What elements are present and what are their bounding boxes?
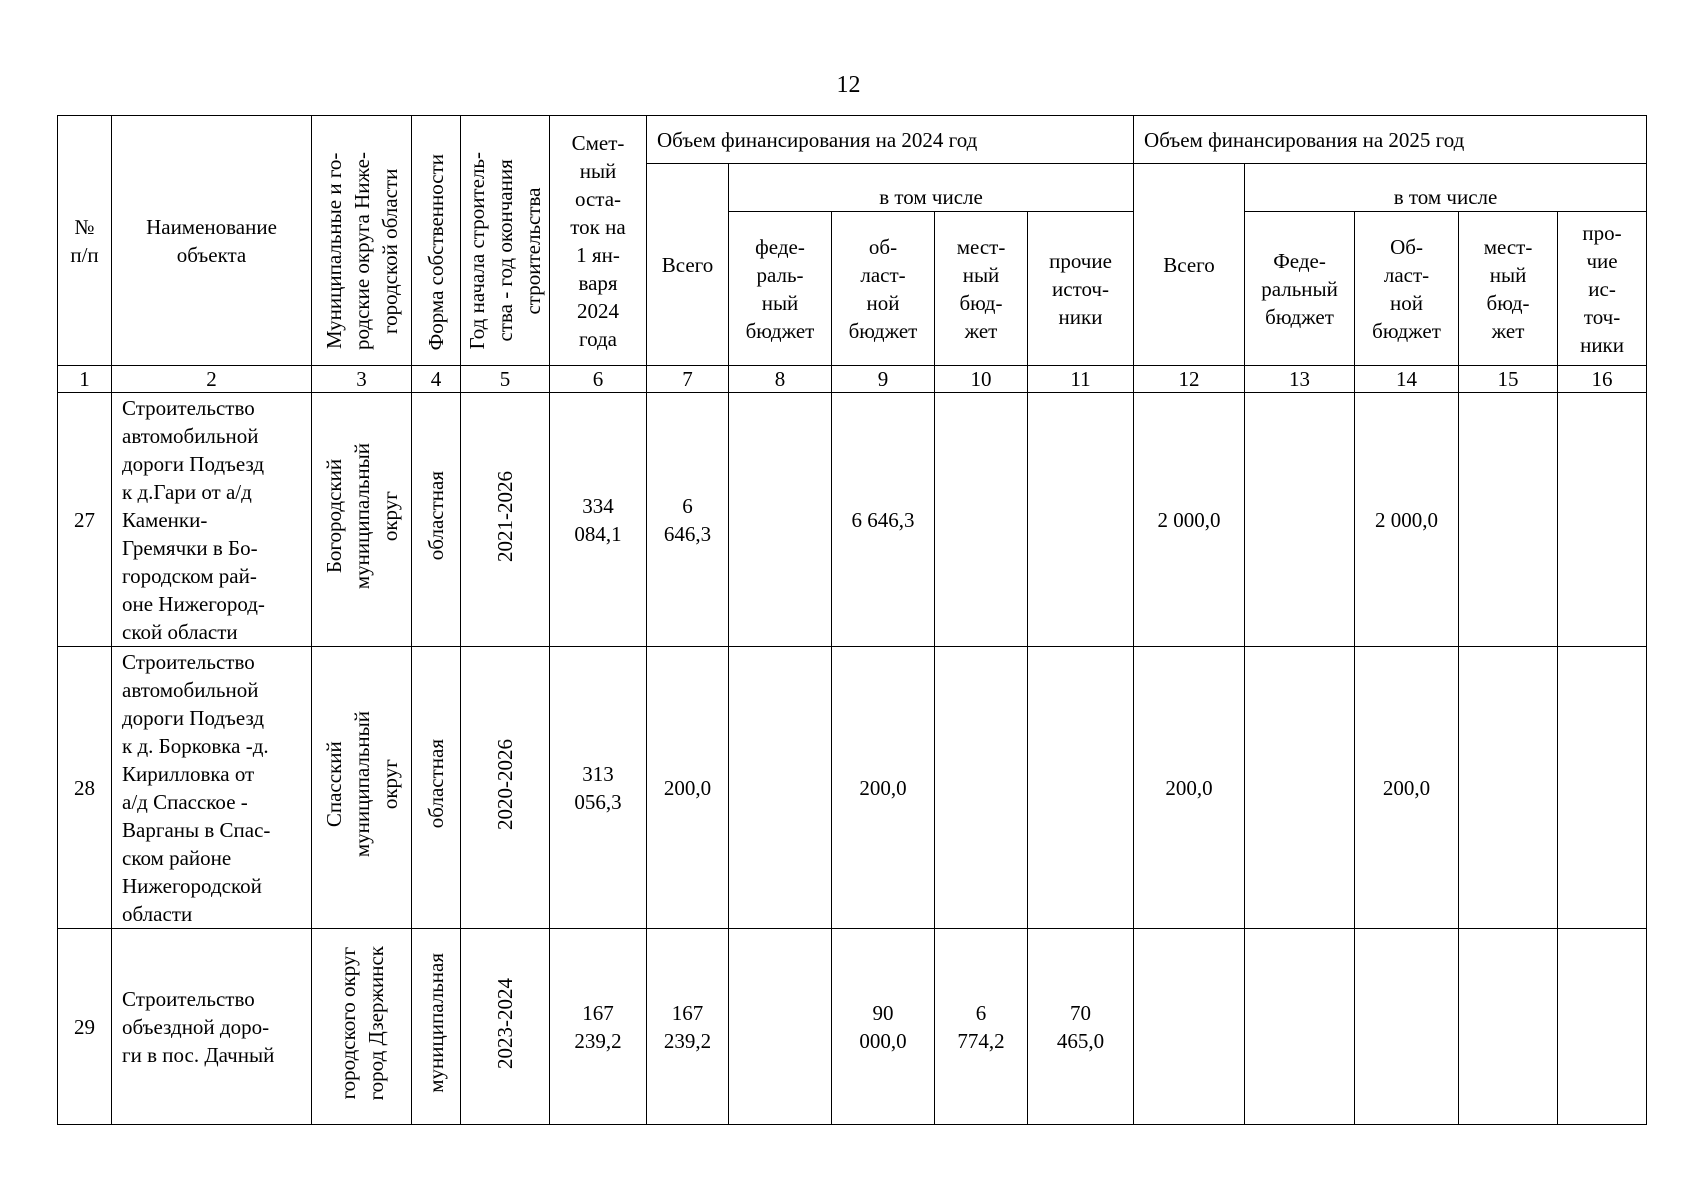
text-line: дороги Подъезд — [122, 705, 265, 730]
text-line: области — [122, 901, 193, 926]
text-line: Феде- — [1273, 248, 1326, 273]
column-number: 7 — [647, 366, 729, 393]
text-line: строительства — [521, 187, 545, 315]
text-line: Муниципальные и го- — [321, 152, 346, 350]
text-line: 313 — [582, 761, 614, 786]
column-number: 15 — [1459, 366, 1558, 393]
text-line: 000,0 — [859, 1028, 907, 1053]
text-line: а/д Спасское - — [122, 789, 248, 814]
regional-2024 — [832, 647, 935, 929]
header-name — [112, 116, 312, 366]
text-line: объекта — [176, 242, 247, 267]
row-num: 29 — [58, 929, 112, 1125]
text-line: ный — [962, 262, 1000, 287]
text-line: объездной доро- — [122, 1014, 270, 1039]
text-line: ис- — [1588, 276, 1616, 301]
total-2024 — [647, 929, 729, 1125]
text-line: 2 000,0 — [1375, 507, 1439, 532]
text-line: феде- — [755, 234, 805, 259]
text-line: автомобильной — [122, 677, 259, 702]
object-name — [112, 647, 312, 929]
text-line: ской области — [122, 619, 238, 644]
text-line: ток на — [570, 214, 626, 239]
text-line: Смет- — [571, 130, 625, 155]
regional-2024 — [832, 929, 935, 1125]
federal-2025 — [1245, 393, 1355, 647]
text-line: 6 646,3 — [851, 507, 915, 532]
header-2024-including: в том числе — [729, 164, 1134, 212]
text-line: дороги Подъезд — [122, 451, 265, 476]
text-line: к д. Борковка -д. — [122, 733, 269, 758]
header-2025-other — [1558, 212, 1647, 366]
estimate-balance — [550, 647, 647, 929]
header-2025-regional — [1355, 212, 1459, 366]
header-municipality — [312, 116, 412, 366]
text-line: городской области — [377, 168, 402, 334]
regional-2025 — [1355, 393, 1459, 647]
object-name — [112, 929, 312, 1125]
text-line: 239,2 — [574, 1028, 622, 1053]
text-line: точ- — [1583, 304, 1621, 329]
text-line: 2 000,0 — [1157, 507, 1221, 532]
text-line: 2024 — [577, 298, 619, 323]
column-number: 1 — [58, 366, 112, 393]
table-row — [58, 393, 1647, 647]
text-line: ральный — [1261, 276, 1338, 301]
other-2025 — [1558, 929, 1647, 1125]
row-num: 28 — [58, 647, 112, 929]
text-line: 084,1 — [574, 521, 622, 546]
text-line: Строительство — [122, 649, 255, 674]
text-line: 167 — [671, 1000, 704, 1025]
column-number: 10 — [935, 366, 1028, 393]
text-line: оста- — [574, 186, 622, 211]
header-fin2024-title: Объем финансирования на 2024 год — [647, 116, 1134, 164]
text-line: бюд- — [1486, 290, 1530, 315]
text-line: чие — [1586, 248, 1618, 273]
regional-2025 — [1355, 647, 1459, 929]
regional-2025 — [1355, 929, 1459, 1125]
text-line: к д.Гари от а/д — [122, 479, 252, 504]
text-line: источ- — [1052, 276, 1109, 301]
text-line: ники — [1058, 304, 1103, 329]
text-line: 200,0 — [1165, 775, 1213, 800]
header-num — [58, 116, 112, 366]
header-ownership: Форма собственности — [412, 116, 461, 366]
text-line: 774,2 — [957, 1028, 1005, 1053]
other-2024 — [1028, 929, 1134, 1125]
text-line: года — [579, 326, 617, 351]
text-line: Наименование — [146, 214, 277, 239]
local-2025 — [1459, 647, 1558, 929]
text-line: городском рай- — [122, 563, 257, 588]
text-line: город Дзержинск — [363, 945, 388, 1101]
text-line: бюджет — [1265, 304, 1334, 329]
local-2025 — [1459, 393, 1558, 647]
text-line: 70 — [1070, 1000, 1092, 1025]
text-line: 6 — [682, 493, 693, 518]
text-line: ной — [1390, 290, 1424, 315]
object-name — [112, 393, 312, 647]
estimate-balance — [550, 929, 647, 1125]
column-number: 9 — [832, 366, 935, 393]
text-line: Каменки- — [122, 507, 208, 532]
text-line: Гремячки в Бо- — [122, 535, 258, 560]
text-line: мест- — [1483, 234, 1533, 259]
local-2024 — [935, 393, 1028, 647]
text-line: 465,0 — [1056, 1028, 1105, 1053]
other-2024 — [1028, 393, 1134, 647]
text-line: Строительство — [122, 395, 255, 420]
column-number: 3 — [312, 366, 412, 393]
text-line: ный — [761, 290, 799, 315]
text-line: п/п — [70, 242, 99, 267]
text-line: округ — [377, 758, 402, 810]
ownership: муниципальная — [412, 929, 461, 1125]
text-line: городского округ — [335, 946, 360, 1100]
column-number: 11 — [1028, 366, 1134, 393]
total-2025 — [1134, 929, 1245, 1125]
ownership: областная — [412, 647, 461, 929]
text-line: 6 — [975, 1000, 987, 1025]
text-line: варя — [578, 270, 618, 295]
text-line: 646,3 — [663, 521, 712, 546]
text-line: 1 ян- — [576, 242, 620, 267]
federal-2024 — [729, 393, 832, 647]
text-line: бюджет — [745, 318, 815, 343]
text-line: Спасский — [321, 741, 346, 827]
construction-years: 2020-2026 — [461, 647, 550, 929]
text-line: ный — [579, 158, 617, 183]
text-line: Нижегородской — [122, 873, 262, 898]
header-years — [461, 116, 550, 366]
federal-2025 — [1245, 929, 1355, 1125]
text-line: ной — [866, 290, 900, 315]
header-2025-including: в том числе — [1245, 164, 1647, 212]
column-number: 12 — [1134, 366, 1245, 393]
text-line: муниципальный — [349, 710, 374, 858]
text-line: родские округа Ниже- — [349, 152, 374, 350]
text-line: оне Нижегород- — [122, 591, 265, 616]
column-number: 6 — [550, 366, 647, 393]
column-number: 13 — [1245, 366, 1355, 393]
text-line: ском районе — [122, 845, 232, 870]
text-line: 239,2 — [663, 1028, 712, 1053]
header-2024-federal — [729, 212, 832, 366]
text-line: Кирилловка от — [122, 761, 255, 786]
text-line: жет — [964, 318, 998, 343]
text-line: муниципальный — [349, 442, 374, 590]
header-2024-other — [1028, 212, 1134, 366]
local-2024 — [935, 929, 1028, 1125]
text-line: жет — [1491, 318, 1525, 343]
federal-2024 — [729, 647, 832, 929]
text-line: № — [74, 214, 95, 239]
table-row — [58, 647, 1647, 929]
text-line: Об- — [1390, 234, 1423, 259]
text-line: бюджет — [848, 318, 918, 343]
text-line: 200,0 — [1382, 775, 1431, 800]
text-line: мест- — [956, 234, 1006, 259]
text-line: 200,0 — [663, 775, 712, 800]
column-number: 8 — [729, 366, 832, 393]
other-2025 — [1558, 647, 1647, 929]
text-line: ласт- — [1383, 262, 1430, 287]
total-2024 — [647, 393, 729, 647]
header-2025-total: Всего — [1134, 164, 1245, 366]
header-2025-local — [1459, 212, 1558, 366]
text-line: раль- — [756, 262, 804, 287]
text-line: 167 — [582, 1000, 614, 1025]
text-line: автомобильной — [122, 423, 259, 448]
municipality — [312, 929, 412, 1125]
text-line: Варганы в Спас- — [122, 817, 271, 842]
row-num: 27 — [58, 393, 112, 647]
total-2024 — [647, 647, 729, 929]
other-2025 — [1558, 393, 1647, 647]
municipality — [312, 647, 412, 929]
page-number: 12 — [836, 72, 861, 98]
municipality — [312, 393, 412, 647]
federal-2024 — [729, 929, 832, 1125]
text-line: 90 — [872, 1000, 894, 1025]
text-line: об- — [868, 234, 898, 259]
other-2024 — [1028, 647, 1134, 929]
construction-years: 2021-2026 — [461, 393, 550, 647]
ownership: областная — [412, 393, 461, 647]
local-2025 — [1459, 929, 1558, 1125]
local-2024 — [935, 647, 1028, 929]
column-number: 16 — [1558, 366, 1647, 393]
text-line: 056,3 — [574, 789, 622, 814]
header-2024-total: Всего — [647, 164, 729, 366]
text-line: про- — [1582, 220, 1622, 245]
column-number: 5 — [461, 366, 550, 393]
financing-table — [57, 115, 1647, 1125]
table-row — [58, 929, 1647, 1125]
header-2024-local — [935, 212, 1028, 366]
column-number-row — [58, 366, 1647, 393]
header-2025-federal — [1245, 212, 1355, 366]
text-line: Строительство — [122, 986, 255, 1011]
column-number: 2 — [112, 366, 312, 393]
text-line: округ — [377, 490, 402, 542]
text-line: бюджет — [1372, 318, 1441, 343]
header-fin2025-title: Объем финансирования на 2025 год — [1134, 116, 1647, 164]
text-line: 200,0 — [859, 775, 907, 800]
federal-2025 — [1245, 647, 1355, 929]
construction-years: 2023-2024 — [461, 929, 550, 1125]
header-estimate — [550, 116, 647, 366]
column-number: 14 — [1355, 366, 1459, 393]
text-line: ги в пос. Дачный — [122, 1042, 275, 1067]
total-2025 — [1134, 393, 1245, 647]
text-line: ники — [1580, 332, 1624, 357]
text-line: прочие — [1049, 248, 1112, 273]
header-2024-regional — [832, 212, 935, 366]
total-2025 — [1134, 647, 1245, 929]
text-line: 334 — [582, 493, 614, 518]
text-line: ласт- — [860, 262, 906, 287]
text-line: ства - год окончания — [493, 160, 517, 343]
text-line: ный — [1489, 262, 1527, 287]
estimate-balance — [550, 393, 647, 647]
regional-2024 — [832, 393, 935, 647]
column-number: 4 — [412, 366, 461, 393]
text-line: бюд- — [959, 290, 1003, 315]
text-line: Год начала строитель- — [465, 152, 489, 350]
text-line: Богородский — [321, 458, 346, 574]
